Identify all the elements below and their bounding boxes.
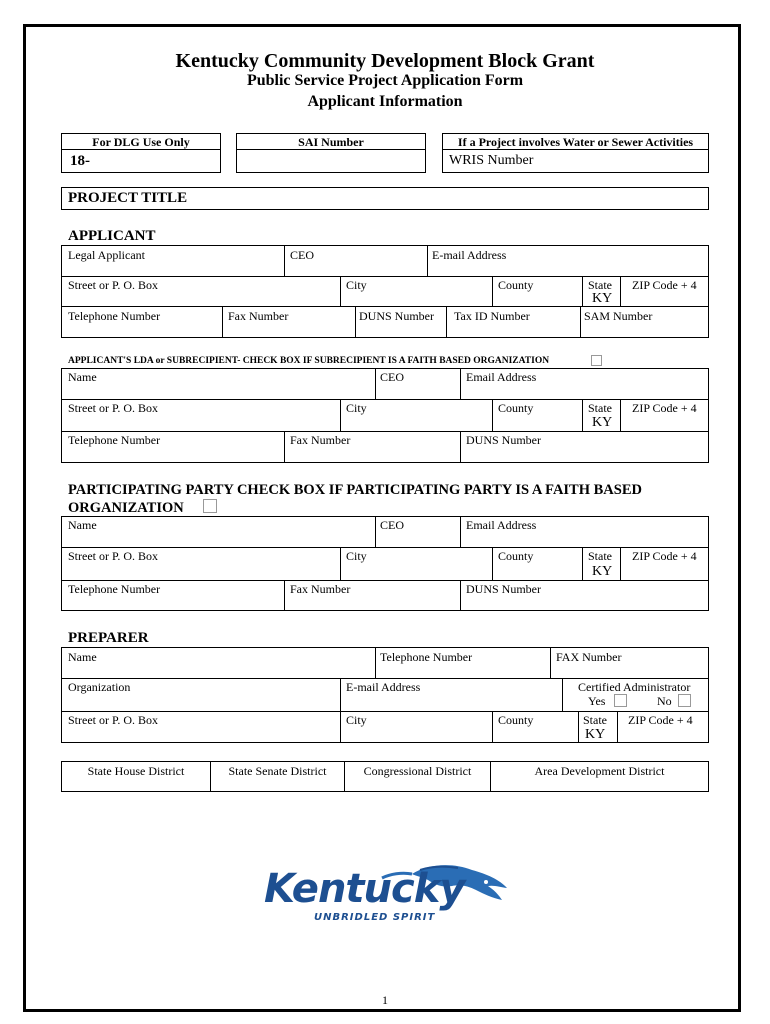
participating-heading-line2: ORGANIZATION [68, 500, 184, 516]
applicant-table [61, 245, 709, 338]
preparer-fax-field[interactable]: FAX Number [556, 650, 622, 664]
applicant-ceo-field[interactable]: CEO [290, 248, 314, 262]
lda-state-label: State [588, 401, 612, 415]
legal-applicant-field[interactable]: Legal Applicant [68, 248, 145, 262]
applicant-street-field[interactable]: Street or P. O. Box [68, 278, 158, 292]
participating-zip-field[interactable]: ZIP Code + 4 [632, 549, 697, 563]
lda-email-field[interactable]: Email Address [466, 370, 537, 384]
applicant-email-field[interactable]: E-mail Address [432, 248, 507, 262]
congressional-district-field[interactable]: Congressional District [363, 764, 472, 778]
state-house-district-field[interactable]: State House District [87, 764, 185, 778]
preparer-city-field[interactable]: City [346, 713, 367, 727]
participating-telephone-field[interactable]: Telephone Number [68, 582, 161, 596]
preparer-state-label: State [583, 713, 607, 727]
participating-heading-line1: PARTICIPATING PARTY CHECK BOX IF PARTICIPATING PARTY IS A FAITH BASED [68, 482, 642, 498]
certified-yes-label: Yes [588, 694, 606, 708]
sai-number-label: SAI Number [237, 134, 425, 150]
applicant-city-field[interactable]: City [346, 278, 367, 292]
lda-table [61, 368, 709, 463]
preparer-street-field[interactable]: Street or P. O. Box [68, 713, 158, 727]
preparer-zip-field[interactable]: ZIP Code + 4 [628, 713, 693, 727]
preparer-telephone-field[interactable]: Telephone Number [380, 650, 473, 664]
dlg-use-value[interactable]: 18- [70, 153, 90, 169]
lda-heading: APPLICANT'S LDA or SUBRECIPIENT- CHECK BOX IF SUBRECIPIENT IS A FAITH BASED ORGANIZATION [68, 356, 550, 366]
preparer-email-field[interactable]: E-mail Address [346, 680, 421, 694]
participating-city-field[interactable]: City [346, 549, 367, 563]
preparer-organization-field[interactable]: Organization [68, 680, 131, 694]
applicant-sam-field[interactable]: SAM Number [584, 309, 653, 323]
applicant-taxid-field[interactable]: Tax ID Number [454, 309, 530, 323]
participating-county-field[interactable]: County [498, 549, 534, 563]
applicant-zip-field[interactable]: ZIP Code + 4 [632, 278, 697, 292]
certified-yes-checkbox[interactable] [614, 694, 627, 707]
area-development-district-field[interactable]: Area Development District [534, 764, 665, 778]
lda-city-field[interactable]: City [346, 401, 367, 415]
project-title-label: PROJECT TITLE [68, 190, 188, 206]
participating-state-label: State [588, 549, 612, 563]
preparer-heading: PREPARER [68, 630, 149, 646]
lda-street-field[interactable]: Street or P. O. Box [68, 401, 158, 415]
lda-duns-field[interactable]: DUNS Number [466, 433, 541, 447]
form-subtitle: Public Service Project Application Form [246, 72, 524, 89]
preparer-county-field[interactable]: County [498, 713, 534, 727]
lda-telephone-field[interactable]: Telephone Number [68, 433, 161, 447]
wris-box [442, 133, 709, 173]
applicant-fax-field[interactable]: Fax Number [228, 309, 289, 323]
certified-administrator-label: Certified Administrator [578, 680, 691, 694]
certified-no-label: No [657, 694, 672, 708]
applicant-duns-field[interactable]: DUNS Number [359, 309, 434, 323]
lda-fax-field[interactable]: Fax Number [290, 433, 351, 447]
preparer-state-value[interactable]: KY [585, 727, 606, 742]
sai-number-field[interactable] [237, 151, 425, 172]
logo-wordmark: Kentucky [264, 866, 465, 912]
preparer-table [61, 647, 709, 743]
participating-email-field[interactable]: Email Address [466, 518, 537, 532]
sai-number-box [236, 133, 426, 173]
applicant-county-field[interactable]: County [498, 278, 534, 292]
lda-zip-field[interactable]: ZIP Code + 4 [632, 401, 697, 415]
participating-table [61, 516, 709, 611]
applicant-heading: APPLICANT [68, 228, 156, 244]
state-senate-district-field[interactable]: State Senate District [228, 764, 327, 778]
lda-state-value[interactable]: KY [592, 415, 613, 430]
applicant-telephone-field[interactable]: Telephone Number [68, 309, 161, 323]
lda-name-field[interactable]: Name [68, 370, 97, 384]
certified-no-checkbox[interactable] [678, 694, 691, 707]
kentucky-logo [262, 860, 512, 930]
dlg-use-label: For DLG Use Only [62, 134, 220, 150]
applicant-state-label: State [588, 278, 612, 292]
page-number: 1 [382, 993, 388, 1007]
districts-table [61, 761, 709, 792]
participating-state-value[interactable]: KY [592, 564, 613, 579]
participating-ceo-field[interactable]: CEO [380, 518, 404, 532]
participating-name-field[interactable]: Name [68, 518, 97, 532]
form-title: Kentucky Community Development Block Grant [175, 50, 595, 72]
logo-tagline: UNBRIDLED SPIRIT [314, 912, 436, 923]
participating-duns-field[interactable]: DUNS Number [466, 582, 541, 596]
preparer-name-field[interactable]: Name [68, 650, 97, 664]
section-title: Applicant Information [307, 93, 463, 110]
participating-faith-based-checkbox[interactable] [203, 499, 217, 513]
participating-street-field[interactable]: Street or P. O. Box [68, 549, 158, 563]
dlg-use-box [61, 133, 221, 173]
applicant-state-value[interactable]: KY [592, 291, 613, 306]
lda-county-field[interactable]: County [498, 401, 534, 415]
lda-faith-based-checkbox[interactable] [591, 355, 602, 366]
lda-ceo-field[interactable]: CEO [380, 370, 404, 384]
project-title-box[interactable] [61, 187, 709, 210]
participating-fax-field[interactable]: Fax Number [290, 582, 351, 596]
wris-number-field[interactable]: WRIS Number [449, 153, 534, 168]
water-sewer-label: If a Project involves Water or Sewer Activities [443, 134, 708, 150]
